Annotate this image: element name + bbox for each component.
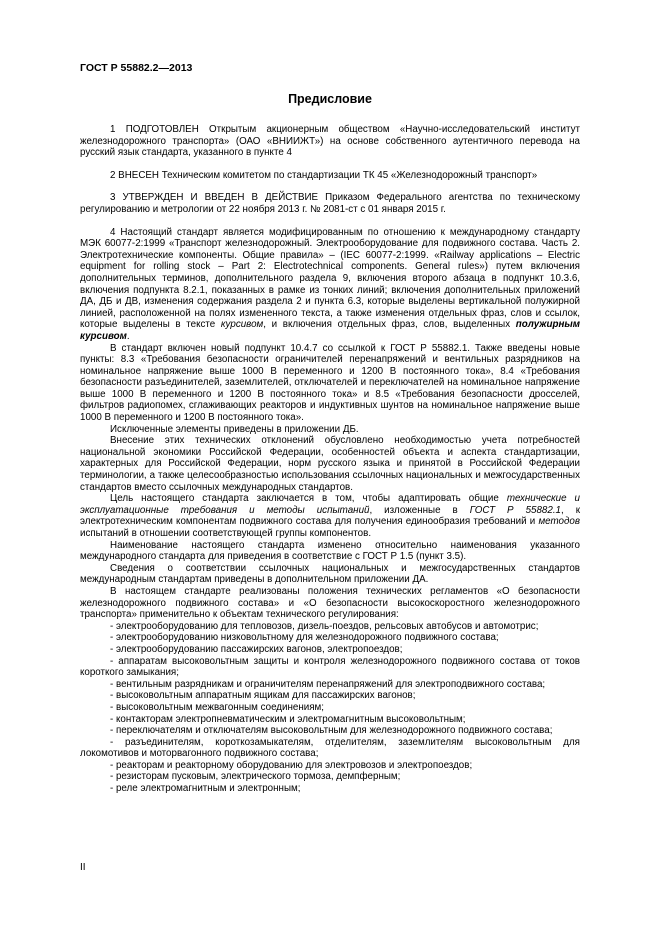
document-body <box>80 124 580 795</box>
list-item: - высоковольтным аппаратным ящикам для пассажирских вагонов; <box>110 690 416 702</box>
list-item: - аппаратам высоковольтным защиты и контроля железнодорожного подвижного состава от токов короткого замыкания; <box>80 655 580 679</box>
page-number: II <box>80 862 86 873</box>
list-item: - разъединителям, короткозамыкателям, отделителям, заземлителям высоковольтным для локомотивов и моторвагонного подвижного состава; <box>80 736 580 760</box>
list-item: - переключателям и отключателям высоковольтным для железнодорожного подвижного состава; <box>110 725 553 737</box>
list-item: - резисторам пусковым, электрического тормоза, демпферным; <box>110 771 401 783</box>
page-title: Предисловие <box>288 92 372 106</box>
list-item: - реакторам и реакторному оборудованию для электровозов и электропоездов; <box>110 759 473 771</box>
paragraph-approved: 3 УТВЕРЖДЕН И ВВЕДЕН В ДЕЙСТВИЕ Приказом Федерального агентства по техническому регулированию и метрологии от 22 ноября 2013 г. № 2081-ст с 01 января 2015 г. <box>80 192 580 215</box>
document-code: ГОСТ Р 55882.2—2013 <box>80 62 193 74</box>
list-item: - электрооборудованию пассажирских вагонов, электропоездов; <box>110 643 403 655</box>
paragraph-prepared: 1 ПОДГОТОВЛЕН Открытым акционерным обществом «Научно-исследовательский институт железнодорожного транспорта» (ОАО «ВНИИЖТ») на основе собственного аутентичного перевода на русский язык стандарта, указанного в пункте 4 <box>80 124 580 159</box>
paragraph-introduced: 2 ВНЕСЕН Техническим комитетом по стандартизации ТК 45 «Железнодорожный транспорт» <box>110 169 538 181</box>
paragraph-modified-standard: 4 Настоящий стандарт является модифицированным по отношению к международному стандарту МЭК 60077-2:1999 «Транспорт железнодорожный. Электрооборудование для подвижного состава. Часть 2. Электротехнические компоненты. Общие правила» – (IEC 60077-2:1999. «Railway applications – Electric equipment for rolling stock – Part 2: Electrotechnical components. General rules») путем включения дополнительных терминов, дополнительного раздела 9, включения второго абзаца в подпункт 10.3.6, включения подпункта 8.2.1, показанных в рамке из тонких линий; включения дополнительных приложений ДА, ДБ и ДВ, изменения содержания раздела 2 и пункта 6.3, которые выделены вертикальной полужирной линией, расположенной на полях измененного текста, а также изменения отдельных фраз, слов и ссылок, которые выделены в тексте курсивом, и включения отдельных фраз, слов, выделенных полужирным курсивом. <box>80 226 580 342</box>
list-item: - вентильным разрядникам и ограничителям перенапряжений для электроподвижного состава; <box>110 678 546 690</box>
list-item: - высоковольтным межвагонным соединениям; <box>110 701 324 713</box>
paragraph-regulations: В настоящем стандарте реализованы положения технических регламентов «О безопасности железнодорожного подвижного состава» и «О безопасности высокоскоростного железнодорожного транспорта» применительно к объектам технического регулирования: <box>80 585 580 621</box>
paragraph-purpose: Цель настоящего стандарта заключается в том, чтобы адаптировать общие технические и эксплуатационные требования и методы испытаний, изложенные в ГОСТ Р 55882.1, к электротехническим компонентам подвижного состава для получения единообразия требований и методов испытаний в отношении соответствующей группы компонентов. <box>80 493 580 539</box>
paragraph-reference-info: Сведения о соответствии ссылочных национальных и межгосударственных стандартов международным стандартам приведены в дополнительном приложении ДА. <box>80 562 580 586</box>
list-item: - реле электромагнитным и электронным; <box>110 783 301 795</box>
list-item: - электрооборудованию для тепловозов, дизель-поездов, рельсовых автобусов и автомотрис; <box>110 620 539 632</box>
paragraph-deviations: Внесение этих технических отклонений обусловлено необходимостью учета потребностей национальной экономики Российской Федерации, особенностей объекта и аспекта стандартизации, характерных для Российской Федерации, норм русского языка и принятой в Российской Федерации терминологии, а также целесообразностью использования ссылочных национальных и межгосударственных стандартов вместо ссылочных международных стандартов. <box>80 435 580 493</box>
list-item: - контакторам электропневматическим и электромагнитным высоковольтным; <box>110 713 466 725</box>
paragraph-excluded: Исключенные элементы приведены в приложении ДБ. <box>110 423 359 435</box>
paragraph-new-clauses: В стандарт включен новый подпункт 10.4.7 со ссылкой к ГОСТ Р 55882.1. Также введены новые пункты: 8.3 «Требования безопасности ограничителей перенапряжений и вентильных разрядников на номинальное напряжение выше 1000 В переменного и 1200 В постоянного тока», 8.4 «Требования безопасности разъединителей, заземлителей, отключателей и переключателей на номинальное напряжение выше 1000 В переменного и 1200 В постоянного тока» и 8.5 «Требования безопасности дросселей, фильтров радиопомех, сглаживающих реакторов и индуктивных шунтов на номинальное напряжение выше 1000 В переменного и 1200 В постоянного тока». <box>80 342 580 424</box>
list-item: - электрооборудованию низковольтному для железнодорожного подвижного состава; <box>110 632 499 644</box>
paragraph-title-changed: Наименование настоящего стандарта изменено относительно наименования указанного международного стандарта для приведения в соответствие с ГОСТ Р 1.5 (пункт 3.5). <box>80 539 580 563</box>
